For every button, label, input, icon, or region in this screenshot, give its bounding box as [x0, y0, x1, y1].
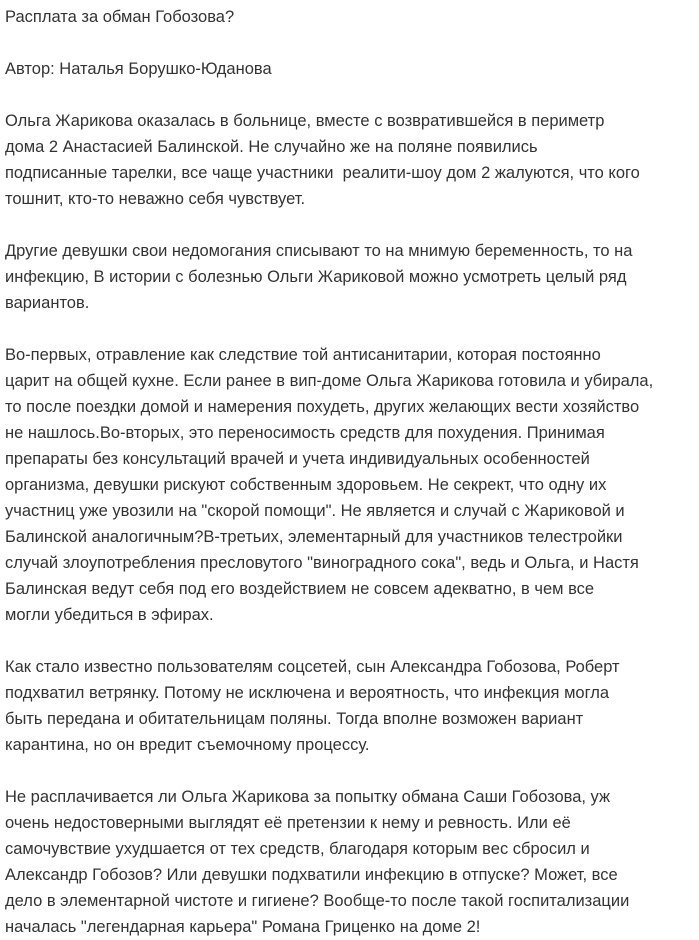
paragraph-3	[5, 342, 690, 628]
paragraph-line: могли убедиться в эфирах.	[5, 606, 214, 624]
paragraph-line: инфекцию, В истории с болезнью Ольги Жариковой можно усмотреть целый ряд	[5, 268, 627, 286]
paragraph-line: Александр Гобозов? Или девушки подхватили инфекцию в отпуске? Может, все	[5, 866, 618, 884]
paragraph-line: Другие девушки свои недомогания списывают то на мнимую беременность, то на	[5, 242, 633, 260]
spacer	[5, 628, 690, 654]
paragraph-line: участниц уже увозили на "скорой помощи". Не является и случай с Жариковой и	[5, 502, 625, 520]
paragraph-1	[5, 108, 690, 212]
paragraph-line: вариантов.	[5, 294, 90, 312]
paragraph-line: Балинская ведут себя под его воздействием не совсем адекватно, в чем все	[5, 580, 595, 598]
paragraph-2	[5, 238, 690, 316]
paragraph-line: очень недостоверными выглядят её претензии к нему и ревность. Или её	[5, 814, 571, 832]
paragraph-4	[5, 654, 690, 758]
article-title: Расплата за обман Гобозова?	[5, 8, 235, 26]
paragraph-line: Во-первых, отравление как следствие той антисанитарии, которая постоянно	[5, 346, 601, 364]
paragraph-line: дома 2 Анастасией Балинской. Не случайно же на поляне появились	[5, 138, 538, 156]
paragraph-line: случай злоупотребления пресловутого "виноградного сока", ведь и Ольга, и Настя	[5, 554, 639, 572]
paragraph-line: царит на общей кухне. Если ранее в вип-доме Ольга Жарикова готовила и убирала,	[5, 372, 654, 390]
paragraph-line: самочувствие ухудшается от тех средств, благодаря которым вес сбросил и	[5, 840, 590, 858]
paragraph-line: Не расплачивается ли Ольга Жарикова за попытку обмана Саши Гобозова, уж	[5, 788, 611, 806]
paragraph-line: подхватил ветрянку. Потому не исключена и вероятность, что инфекция могла	[5, 684, 610, 702]
paragraph-line: организма, девушки рискуют собственным здоровьем. Не секрект, что одну их	[5, 476, 607, 494]
paragraph-line: началась "легендарная карьера" Романа Гриценко на доме 2!	[5, 918, 481, 936]
paragraph-line: тошнит, кто-то неважно себя чувствует.	[5, 190, 306, 208]
article-author: Автор: Наталья Борушко-Юданова	[5, 60, 272, 78]
spacer	[5, 30, 690, 56]
paragraph-line: препараты без консультаций врачей и учета индивидуальных особенностей	[5, 450, 590, 468]
spacer	[5, 316, 690, 342]
paragraph-line: карантина, но он вредит съемочному процессу.	[5, 736, 370, 754]
paragraph-line: то после поездки домой и намерения похудеть, других желающих вести хозяйство	[5, 398, 640, 416]
paragraph-line: Балинской аналогичным?В-третьих, элементарный для участников телестройки	[5, 528, 623, 546]
paragraph-line: подписанные тарелки, все чаще участники реалити-шоу дом 2 жалуются, что кого	[5, 164, 640, 182]
paragraph-line: не нашлось.Во-вторых, это переносимость средств для похудения. Принимая	[5, 424, 605, 442]
spacer	[5, 82, 690, 108]
paragraph-line: быть передана и обитательницам поляны. Тогда вполне возможен вариант	[5, 710, 584, 728]
article	[0, 4, 690, 940]
spacer	[5, 758, 690, 784]
paragraph-line: Как стало известно пользователям соцсетей, сын Александра Гобозова, Роберт	[5, 658, 620, 676]
spacer	[5, 212, 690, 238]
paragraph-line: дело в элементарной чистоте и гигиене? Вообще-то после такой госпитализации	[5, 892, 630, 910]
paragraph-5	[5, 784, 690, 940]
paragraph-line: Ольга Жарикова оказалась в больнице, вместе с возвратившейся в периметр	[5, 112, 605, 130]
